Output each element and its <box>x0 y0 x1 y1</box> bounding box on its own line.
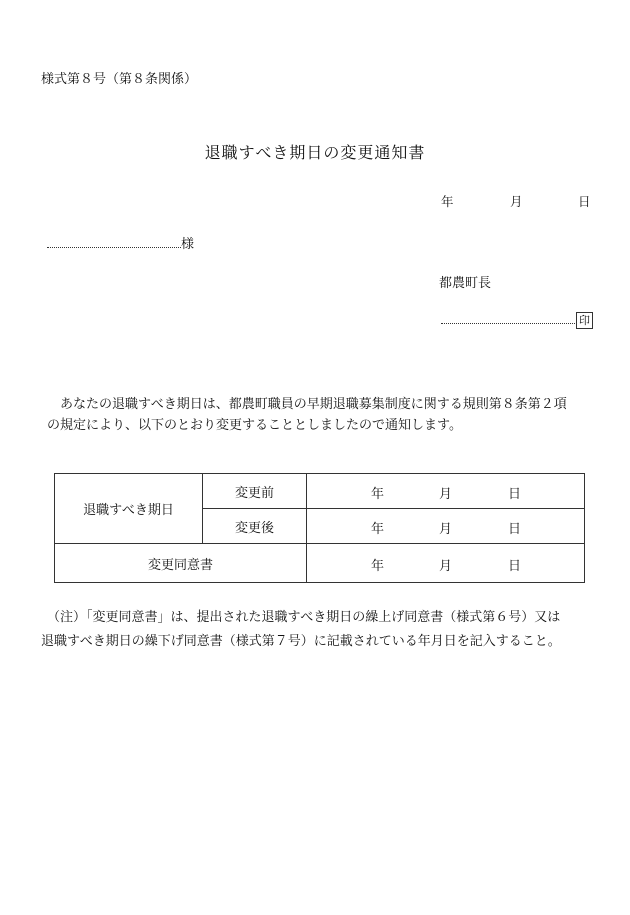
retirement-date-label: 退職すべき期日 <box>55 474 203 544</box>
addressee-blank <box>47 236 181 248</box>
after-label: 変更後 <box>203 509 307 544</box>
after-day-label: 日 <box>508 522 522 537</box>
consent-label: 変更同意書 <box>55 544 307 583</box>
after-year-label: 年 <box>371 522 385 537</box>
addressee-suffix: 様 <box>181 237 195 252</box>
body-line-1: あなたの退職すべき期日は、都農町職員の早期退職募集制度に関する規則第８条第２項 <box>60 397 567 412</box>
consent-date-cell <box>307 544 585 583</box>
date-year-label: 年 <box>441 194 454 209</box>
before-label: 変更前 <box>203 474 307 509</box>
before-day-label: 日 <box>508 487 522 502</box>
consent-year-label: 年 <box>371 559 385 574</box>
issuer-title: 都農町長 <box>439 276 492 291</box>
body-line-2: の規定により、以下のとおり変更することとしましたので通知します。 <box>47 418 462 433</box>
signature-line <box>441 312 593 329</box>
table-row-consent <box>55 544 585 583</box>
signature-blank <box>441 312 575 324</box>
seal-mark: 印 <box>576 312 593 329</box>
footnote <box>41 606 616 654</box>
date-day-label: 日 <box>578 194 591 209</box>
addressee-line <box>47 233 194 252</box>
form-number: 様式第８号（第８条関係） <box>41 72 198 87</box>
before-year-label: 年 <box>371 487 385 502</box>
consent-day-label: 日 <box>508 559 522 574</box>
consent-month-label: 月 <box>439 559 453 574</box>
footnote-line-2: 退職すべき期日の繰下げ同意書（様式第７号）に記載されている年月日を記入すること。 <box>41 634 561 649</box>
document-title: 退職すべき期日の変更通知書 <box>204 143 426 162</box>
footnote-line-1: （注）「変更同意書」は、提出された退職すべき期日の繰上げ同意書（様式第６号）又は <box>47 610 561 625</box>
table-row-before <box>55 474 585 509</box>
date-month-label: 月 <box>510 194 523 209</box>
after-date-cell <box>307 509 585 544</box>
before-month-label: 月 <box>439 487 453 502</box>
body-paragraph <box>47 394 592 436</box>
before-date-cell <box>307 474 585 509</box>
dates-table <box>54 473 585 583</box>
after-month-label: 月 <box>439 522 453 537</box>
